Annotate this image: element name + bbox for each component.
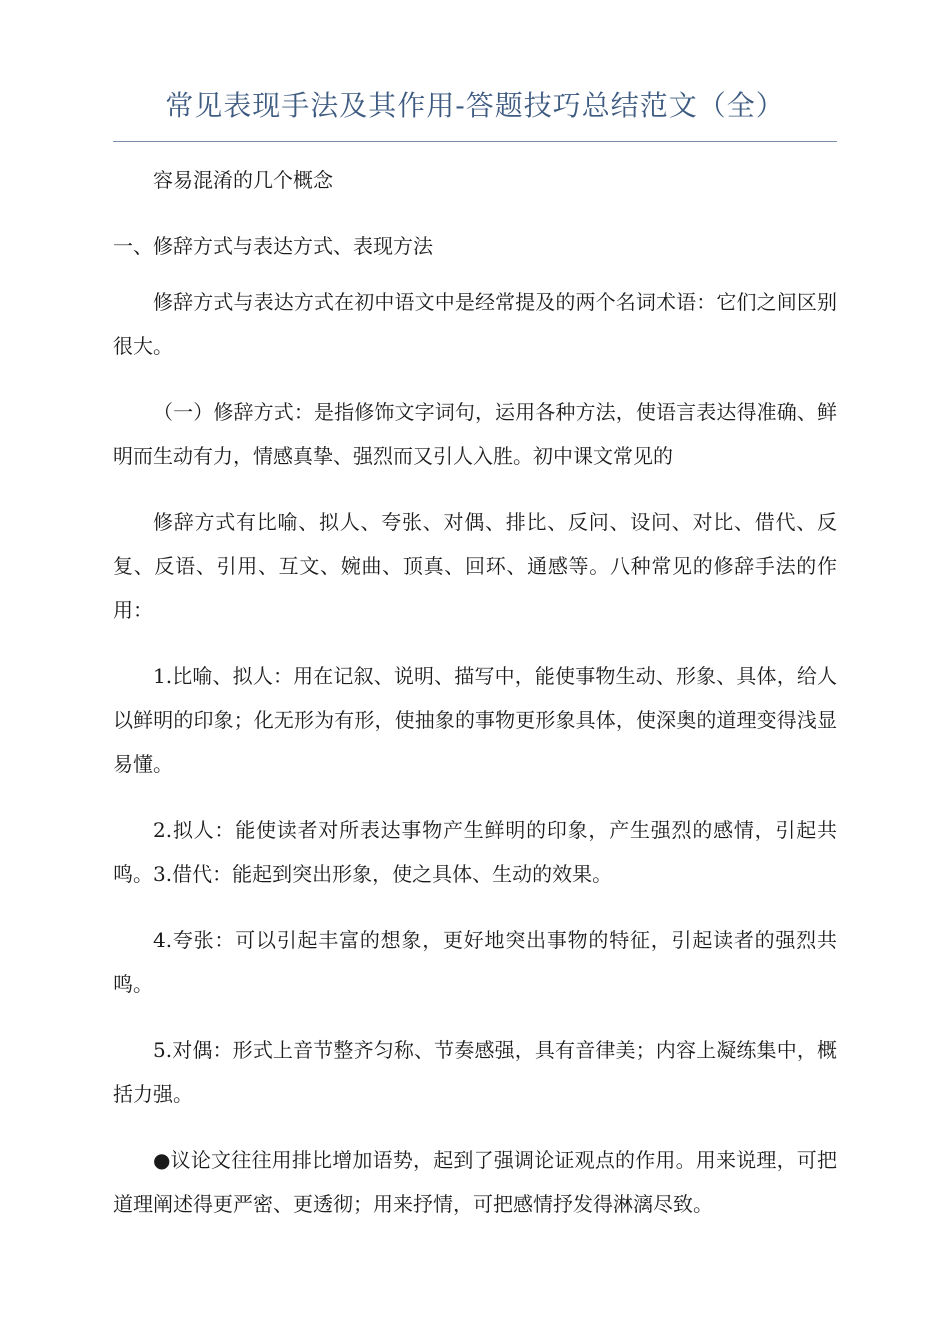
document-title: 常见表现手法及其作用-答题技巧总结范文（全） <box>165 89 785 122</box>
body-paragraph: 5.对偶：形式上音节整齐匀称、节奏感强，具有音律美；内容上凝练集中，概括力强。 <box>113 1038 837 1106</box>
title-divider <box>113 141 837 142</box>
section-heading: 一、修辞方式与表达方式、表现方法 <box>113 234 433 258</box>
body-paragraph: （一）修辞方式：是指修饰文字词句，运用各种方法，使语言表达得准确、鲜明而生动有力，情感真挚、强烈而又引人入胜。初中课文常见的 <box>113 400 837 468</box>
body-paragraph: 2.拟人：能使读者对所表达事物产生鲜明的印象，产生强烈的感情，引起共鸣。3.借代：能起到突出形象，使之具体、生动的效果。 <box>113 818 837 886</box>
body-paragraph: 修辞方式有比喻、拟人、夸张、对偶、排比、反问、设问、对比、借代、反复、反语、引用、互文、婉曲、顶真、回环、通感等。八种常见的修辞手法的作用： <box>113 510 837 622</box>
section-subtitle: 容易混淆的几个概念 <box>153 168 333 192</box>
body-paragraph: 4.夸张：可以引起丰富的想象，更好地突出事物的特征，引起读者的强烈共鸣。 <box>113 928 837 996</box>
body-paragraph: 1.比喻、拟人：用在记叙、说明、描写中，能使事物生动、形象、具体，给人以鲜明的印象；化无形为有形，使抽象的事物更形象具体，使深奥的道理变得浅显易懂。 <box>113 664 837 776</box>
body-paragraph: ●议论文往往用排比增加语势，起到了强调论证观点的作用。用来说理，可把道理阐述得更严密、更透彻；用来抒情，可把感情抒发得淋漓尽致。 <box>113 1148 837 1216</box>
body-paragraph: 修辞方式与表达方式在初中语文中是经常提及的两个名词术语：它们之间区别很大。 <box>113 290 837 358</box>
document-body <box>113 158 837 1248</box>
